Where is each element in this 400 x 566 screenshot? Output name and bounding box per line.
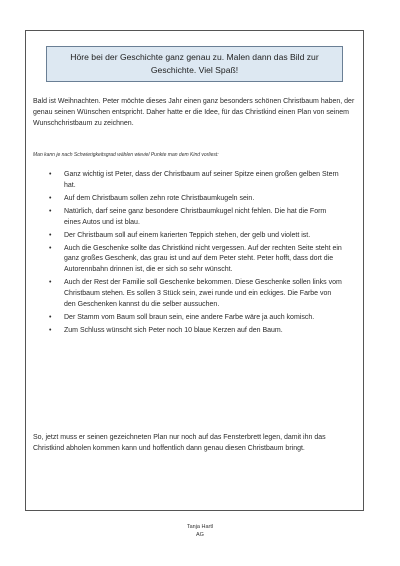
list-item [33, 244, 343, 276]
list-item-text: Auch die Geschenke sollte das Christkind nicht vergessen. Auf der rechten Seite steht ein ganz großes Geschenk, das grau ist und auf dem Peter steht. Peter hofft, dass dort die Autorennbahn drinnen ist, die er sich so sehr wünscht. [64, 244, 342, 274]
list-item [33, 207, 343, 229]
bullet-icon: • [49, 171, 52, 178]
bullet-icon: • [49, 194, 52, 202]
story-outro: So, jetzt muss er seinen gezeichneten Plan nur noch auf das Fensterbrett legen, damit ihn das Christkind abholen kommen kann und hoffentlich dann genau diesen Christbaum bringt. [33, 434, 326, 452]
page-footer [0, 523, 400, 539]
worksheet-frame [25, 30, 364, 511]
list-item-text: Der Stamm vom Baum soll braun sein, eine andere Farbe wäre ja auch komisch. [64, 313, 315, 321]
story-intro: Bald ist Weihnachten. Peter möchte dieses Jahr einen ganz besonders schönen Christbaum haben, der genau seinen Wünschen entspricht. Daher hatte er die Idee, für das Christkind einen Plan von seinem Wunschchristbaum zu zeichnen. [33, 98, 355, 127]
list-item [33, 278, 343, 310]
bullet-icon: • [49, 313, 52, 321]
list-item-text: Auf dem Christbaum sollen zehn rote Christbaumkugeln sein. [64, 194, 255, 202]
list-item [33, 326, 343, 337]
task-instruction-box [46, 46, 343, 82]
list-item [33, 170, 343, 192]
task-instruction-text: Höre bei der Geschichte ganz genau zu. Malen dann das Bild zur Geschichte. Viel Spaß! [70, 52, 319, 75]
bullet-icon: • [49, 279, 52, 287]
list-item-text: Zum Schluss wünscht sich Peter noch 10 blaue Kerzen auf den Baum. [64, 326, 283, 334]
bullet-icon: • [49, 207, 52, 215]
list-item-text: Der Christbaum soll auf einem karierten Teppich stehen, der gelb und violett ist. [64, 231, 311, 239]
list-item [33, 231, 343, 242]
list-item [33, 313, 343, 324]
bullet-icon: • [49, 231, 52, 239]
footer-org: AG [196, 532, 204, 538]
footer-author: Tanja Hartl [186, 524, 214, 530]
list-item-text: Natürlich, darf seine ganz besondere Christbaumkugel nicht fehlen. Die hat die Form eines Autos und ist blau. [64, 207, 327, 226]
bullet-icon: • [49, 244, 52, 252]
tree-rules-list [33, 170, 343, 339]
list-item-text: Auch der Rest der Familie soll Geschenke bekommen. Diese Geschenke sollen links vom Christbaum stehen. Es sollen 3 Stück sein, zwei runde und ein eckiges. Die Farbe von den Geschenken kannst du die selber aussuchen. [64, 279, 342, 308]
list-item-text: Ganz wichtig ist Peter, dass der Christbaum auf seiner Spitze einen großen gelben Stern hat. [64, 171, 339, 189]
list-item [33, 194, 343, 205]
bullet-icon: • [49, 326, 52, 334]
reading-note: Man kann je nach Schwierigkeitsgrad wählen wieviel Punkte man dem Kind vorliest: [33, 152, 219, 158]
